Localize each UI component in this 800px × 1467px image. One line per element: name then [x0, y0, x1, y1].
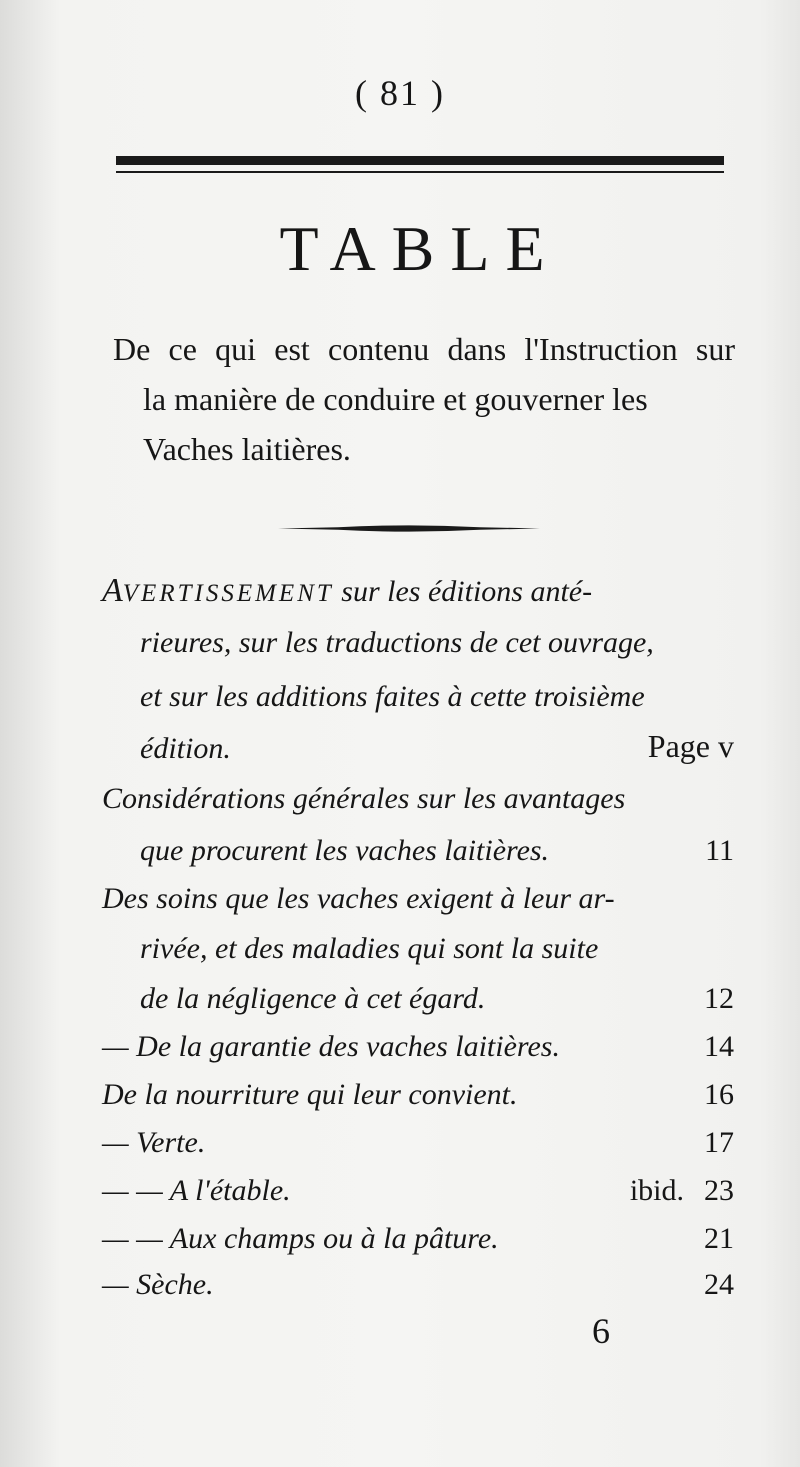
- subtitle-line: la manière de conduire et gouverner les: [143, 381, 648, 417]
- header-rule-thick: [116, 156, 724, 165]
- page-ref: 14: [704, 1030, 734, 1063]
- page-title: TABLE: [279, 213, 561, 284]
- toc-line: Considérations générales sur les avantages: [102, 782, 626, 815]
- toc-line: édition.: [140, 732, 231, 765]
- ibid-ref: ibid.: [629, 1174, 684, 1207]
- page-ref: 12: [704, 982, 734, 1015]
- page-ref: 21: [704, 1222, 734, 1255]
- subtitle: [113, 324, 735, 474]
- subtitle-line: Vaches laitières.: [143, 431, 351, 467]
- page-ref: 16: [704, 1078, 734, 1111]
- toc-line: — — Aux champs ou à la pâture.: [102, 1222, 499, 1255]
- drop-letter: A: [102, 572, 123, 609]
- toc-line: — Verte.: [102, 1126, 206, 1159]
- toc-line: de la négligence à cet égard.: [140, 982, 486, 1015]
- subtitle-line: De ce qui est contenu dans l'Instruction sur: [113, 331, 735, 367]
- toc-line: Des soins que les vaches exigent à leur ar-: [102, 882, 615, 915]
- page-ref: 17: [704, 1126, 734, 1159]
- signature-mark: 6: [592, 1311, 610, 1351]
- page-ref: 24: [704, 1268, 734, 1301]
- toc-line: De la nourriture qui leur convient.: [102, 1078, 518, 1111]
- toc-line: et sur les additions faites à cette troisième: [140, 680, 645, 713]
- toc-line: rivée, et des maladies qui sont la suite: [140, 932, 599, 965]
- toc-line: que procurent les vaches laitières.: [140, 834, 550, 867]
- page-ref: 11: [705, 834, 734, 867]
- toc-line: — Sèche.: [102, 1268, 214, 1301]
- toc-line: [102, 572, 592, 610]
- toc-line: — De la garantie des vaches laitières.: [102, 1030, 560, 1063]
- page-ref: Page v: [647, 728, 734, 764]
- page-number: ( 81 ): [355, 73, 445, 113]
- toc-line: — — A l'étable.: [102, 1174, 291, 1207]
- toc-text: sur les éditions anté-: [333, 575, 593, 608]
- header-rule-thin: [116, 171, 724, 173]
- small-caps-word: VERTISSEMENT: [122, 580, 334, 607]
- toc-line: rieures, sur les traductions de cet ouvrage,: [140, 626, 654, 659]
- ornament-rule: [278, 524, 540, 533]
- page-ref: 23: [704, 1174, 734, 1207]
